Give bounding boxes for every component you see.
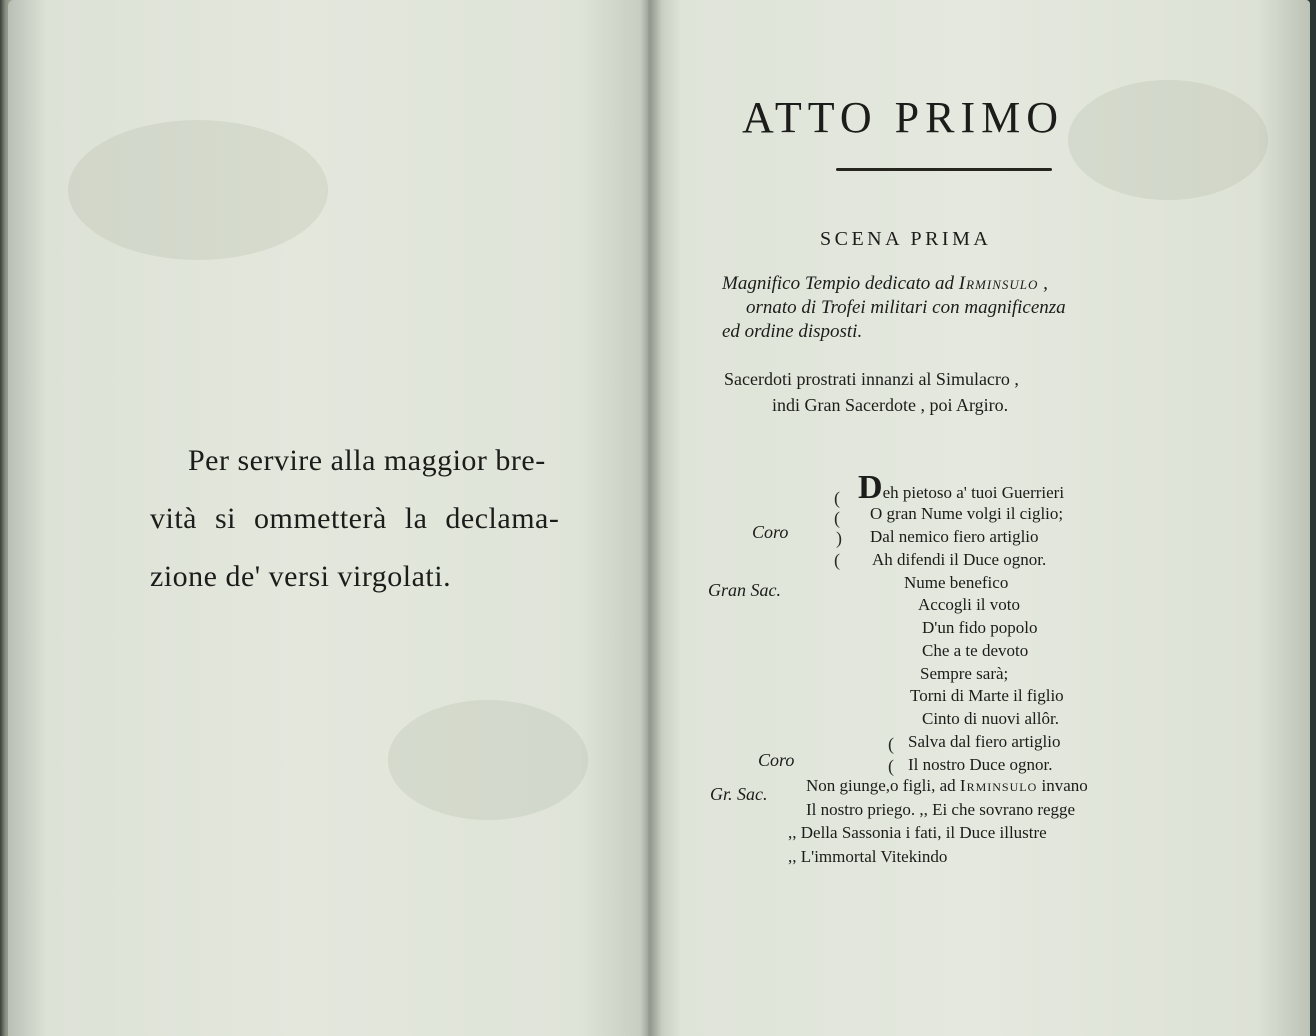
speaker-gr-sac: Gr. Sac. bbox=[710, 784, 768, 804]
setting-line bbox=[722, 272, 1192, 296]
verse-line: Che a te devoto bbox=[922, 641, 1029, 660]
brace-mark: ) bbox=[836, 528, 842, 548]
verse-line: Torni di Marte il figlio bbox=[910, 686, 1064, 705]
declamation-note bbox=[150, 432, 620, 606]
speaker-gran-sac: Gran Sac. bbox=[708, 580, 781, 600]
brace-mark: ( bbox=[888, 734, 894, 754]
scene-setting bbox=[722, 272, 1192, 344]
verse-text: Non giunge,o figli, ad bbox=[806, 776, 960, 795]
paper-stain bbox=[68, 120, 328, 260]
brace-mark: ( bbox=[834, 550, 840, 570]
title-rule bbox=[836, 168, 1052, 171]
note-line: vità si ommetterà la declama- bbox=[150, 502, 560, 535]
verse-line: Salva dal fiero artiglio bbox=[908, 732, 1061, 751]
setting-line: ornato di Trofei militari con magnificenza bbox=[746, 297, 1066, 318]
verse-line: ,, Della Sassonia i fati, il Duce illustre bbox=[788, 823, 1047, 842]
deity-name: Irminsulo bbox=[958, 273, 1039, 294]
verse-line: O gran Nume volgi il ciglio; bbox=[870, 504, 1064, 523]
stage-line: indi Gran Sacerdote , poi Argiro. bbox=[772, 395, 1009, 415]
verse-line: ,, L'immortal Vitekindo bbox=[788, 847, 948, 866]
act-title: ATTO PRIMO bbox=[742, 93, 1065, 142]
setting-text: , bbox=[1038, 273, 1048, 294]
brace-mark: ( bbox=[834, 508, 840, 528]
brace-mark: ( bbox=[888, 756, 894, 776]
verse-line: Ah difendi il Duce ognor. bbox=[872, 550, 1047, 569]
brace-mark: ( bbox=[834, 488, 840, 508]
verse-line: Il nostro Duce ognor. bbox=[908, 755, 1053, 774]
note-line: zione de' versi virgolati. bbox=[150, 560, 452, 593]
setting-line: ed ordine disposti. bbox=[722, 321, 863, 342]
verse-line: Cinto di nuovi allôr. bbox=[922, 709, 1059, 728]
deity-name: Irminsulo bbox=[959, 776, 1038, 795]
verse-line: Nume benefico bbox=[904, 573, 1009, 592]
stage-line: Sacerdoti prostrati innanzi al Simulacro , bbox=[724, 369, 1019, 389]
scene-title: SCENA PRIMA bbox=[820, 228, 992, 250]
verse-line: Accogli il voto bbox=[918, 595, 1020, 614]
verse-text: eh pietoso a' tuoi Guerrieri bbox=[882, 483, 1065, 502]
paper-stain bbox=[1068, 80, 1268, 200]
verse-line bbox=[806, 776, 1088, 796]
stage-direction bbox=[724, 366, 1194, 418]
setting-text: Magnifico Tempio dedicato ad bbox=[722, 273, 959, 294]
verse-text: invano bbox=[1037, 776, 1088, 795]
note-line: Per servire alla maggior bre- bbox=[188, 444, 546, 477]
verse-line: Il nostro priego. ,, Ei che sovrano regge bbox=[806, 800, 1076, 819]
drop-cap: D bbox=[858, 469, 883, 506]
verse-line: Sempre sarà; bbox=[920, 664, 1009, 683]
speaker-coro: Coro bbox=[758, 750, 795, 770]
speaker-coro: Coro bbox=[752, 522, 789, 542]
verse-line: D'un fido popolo bbox=[922, 618, 1038, 637]
verse-line bbox=[858, 469, 1065, 506]
paper-stain bbox=[388, 700, 588, 820]
verse-line: Dal nemico fiero artiglio bbox=[870, 527, 1039, 546]
book-gutter bbox=[640, 0, 662, 1036]
